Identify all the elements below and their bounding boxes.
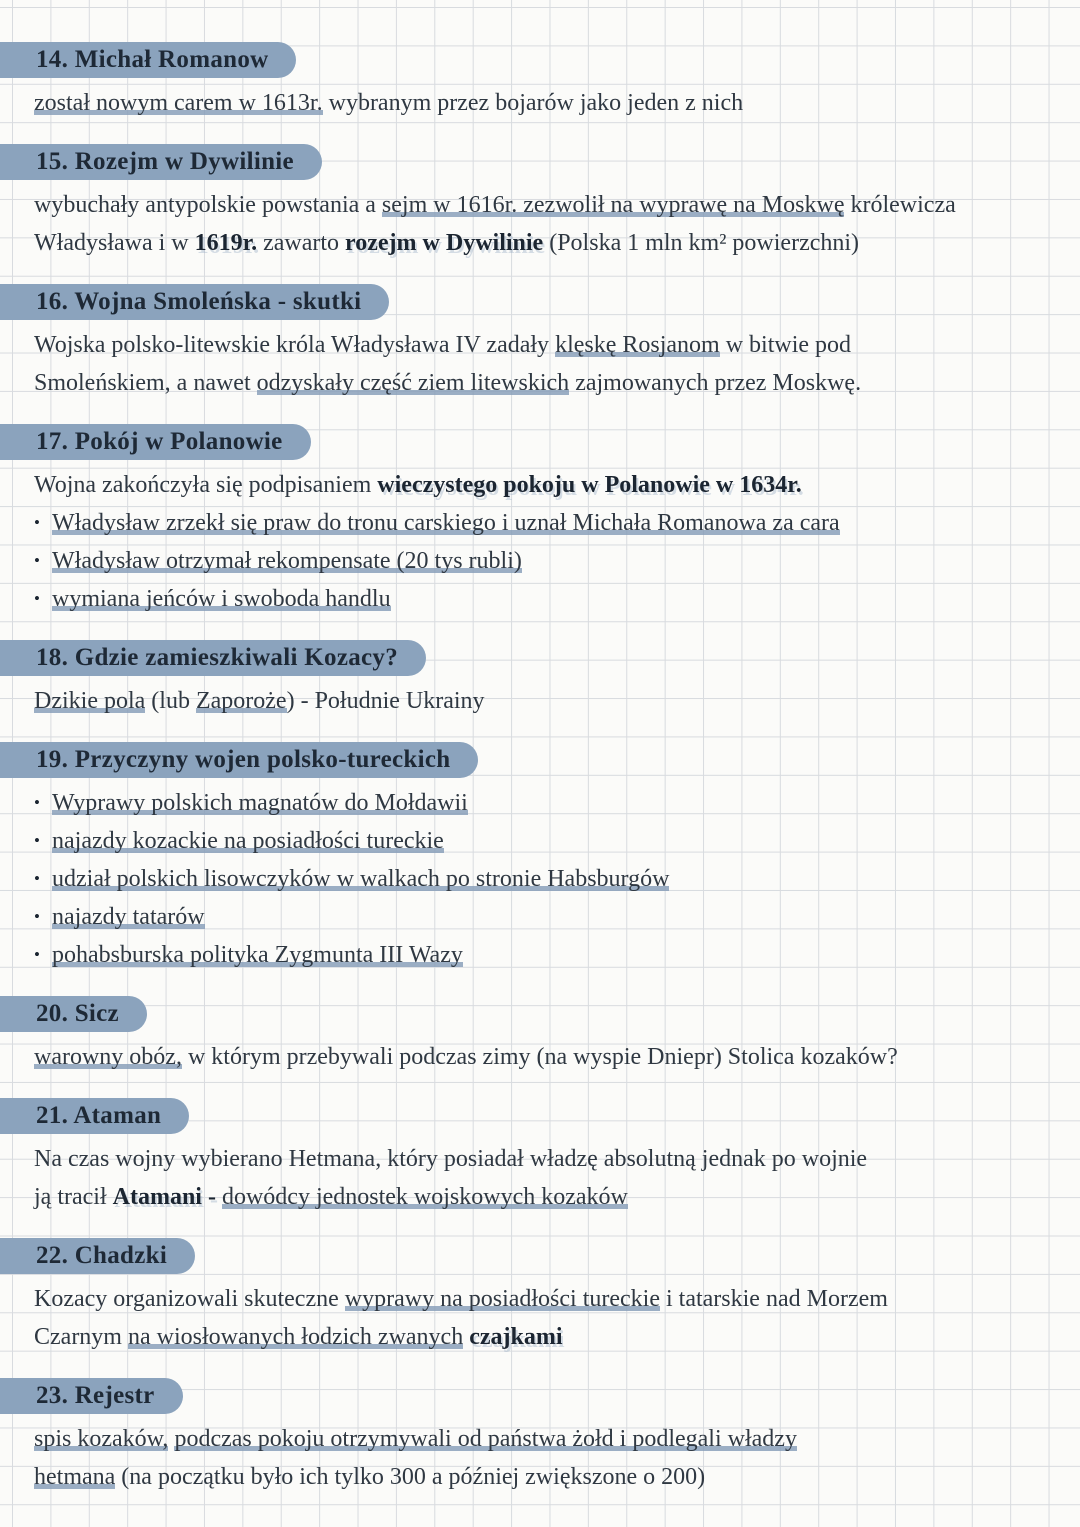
- section-heading: 20. Sicz: [36, 1000, 119, 1027]
- section-heading: 16. Wojna Smoleńska - skutki: [36, 288, 362, 315]
- bullet-icon: •: [34, 551, 40, 570]
- underlined-text: klęskę Rosjanom: [555, 332, 720, 358]
- bold-text: wieczystego pokoju w Polanowie w 1634r.: [377, 472, 802, 498]
- plain-text: Władysława i w: [34, 230, 195, 256]
- underlined-text: najazdy kozackie na posiadłości tureckie: [52, 828, 444, 854]
- text-line: [0, 1458, 1080, 1496]
- note-section: [0, 640, 1080, 720]
- underlined-text: Władysław zrzekł się praw do tronu carskiego i uznał Michała Romanowa za cara: [52, 510, 840, 536]
- plain-text: Smoleńskiem, a nawet: [34, 370, 257, 396]
- bold-text: Atamani -: [112, 1184, 216, 1210]
- bullet-icon: •: [34, 869, 40, 888]
- section-heading-highlight: [0, 1098, 189, 1134]
- plain-text: Kozacy organizowali skuteczne: [34, 1286, 345, 1312]
- plain-text: (na początku było ich tylko 300 a później zwiększone o 200): [115, 1464, 706, 1490]
- note-section: [0, 1098, 1080, 1216]
- note-section: [0, 1238, 1080, 1356]
- bold-text: czajkami: [469, 1324, 563, 1350]
- plain-text: Czarnym: [34, 1324, 128, 1350]
- note-section: [0, 144, 1080, 262]
- underlined-text: podczas pokoju otrzymywali od państwa żołd i podlegali władzy: [174, 1426, 797, 1452]
- underlined-text: Wyprawy polskich magnatów do Mołdawii: [52, 790, 468, 816]
- plain-text: królewicza: [844, 192, 956, 218]
- plain-text: zajmowanych przez Moskwę.: [569, 370, 862, 396]
- underlined-text: udział polskich lisowczyków w walkach po stronie Habsburgów: [52, 866, 670, 892]
- section-heading-highlight: [0, 742, 478, 778]
- text-line: [0, 224, 1080, 262]
- bold-text: 1619r.: [194, 230, 258, 256]
- text-line: [0, 1318, 1080, 1356]
- underlined-text: sejm w 1616r. zezwolił na wyprawę na Moskwę: [381, 192, 845, 218]
- text-line: [0, 186, 1080, 224]
- section-heading: 22. Chadzki: [36, 1242, 168, 1269]
- bullet-line: [0, 504, 1080, 542]
- section-heading-highlight: [0, 284, 389, 320]
- plain-text: wybuchały antypolskie powstania a: [34, 192, 382, 218]
- section-heading: 19. Przyczyny wojen polsko-tureckich: [36, 746, 451, 773]
- note-section: [0, 742, 1080, 974]
- plain-text: w bitwie pod: [719, 332, 852, 358]
- underlined-text: hetmana: [34, 1464, 116, 1490]
- underlined-text: odzyskały część ziem litewskich: [256, 370, 570, 396]
- underlined-text: wyprawy na posiadłości tureckie: [344, 1286, 660, 1312]
- text-line: [0, 364, 1080, 402]
- section-heading-highlight: [0, 1378, 183, 1414]
- note-section: [0, 42, 1080, 122]
- underlined-text: dowódcy jednostek wojskowych kozaków: [221, 1184, 628, 1210]
- note-section: [0, 1378, 1080, 1496]
- bullet-line: [0, 860, 1080, 898]
- bullet-line: [0, 936, 1080, 974]
- underlined-text: Władysław otrzymał rekompensate (20 tys rubli): [52, 548, 522, 574]
- bullet-icon: •: [34, 793, 40, 812]
- bullet-icon: •: [34, 513, 40, 532]
- underlined-text: spis kozaków,: [34, 1426, 169, 1452]
- bullet-line: [0, 580, 1080, 618]
- text-line: [0, 326, 1080, 364]
- plain-text: i tatarskie nad Morzem: [660, 1286, 888, 1312]
- plain-text: Wojna zakończyła się podpisaniem: [34, 472, 378, 498]
- section-heading: 14. Michał Romanow: [36, 46, 269, 73]
- bullet-icon: •: [34, 945, 40, 964]
- underlined-text: Zaporoże: [195, 688, 287, 714]
- note-section: [0, 996, 1080, 1076]
- bullet-line: [0, 898, 1080, 936]
- text-line: [0, 682, 1080, 720]
- plain-text: w którym przebywali podczas zimy (na wyspie Dniepr) Stolica kozaków?: [181, 1044, 898, 1070]
- section-heading-highlight: [0, 424, 311, 460]
- plain-text: (Polska 1 mln km² powierzchni): [543, 230, 860, 256]
- plain-text: (lub: [145, 688, 196, 714]
- bullet-icon: •: [34, 589, 40, 608]
- bullet-line: [0, 822, 1080, 860]
- bullet-line: [0, 542, 1080, 580]
- section-heading: 23. Rejestr: [36, 1382, 155, 1409]
- plain-text: ) - Południe Ukrainy: [286, 688, 485, 714]
- section-heading-highlight: [0, 996, 147, 1032]
- plain-text: Wojska polsko-litewskie króla Władysława IV zadały: [34, 332, 556, 358]
- plain-text: ją tracił: [34, 1184, 113, 1210]
- section-heading: 15. Rozejm w Dywilinie: [36, 148, 294, 175]
- section-heading: 17. Pokój w Polanowie: [36, 428, 283, 455]
- section-heading-highlight: [0, 640, 426, 676]
- underlined-text: wymiana jeńców i swoboda handlu: [52, 586, 391, 612]
- bold-text: rozejm w Dywilinie: [345, 230, 544, 256]
- plain-text: Na czas wojny wybierano Hetmana, który posiadał władzę absolutną jednak po wojnie: [34, 1146, 868, 1172]
- text-line: [0, 1178, 1080, 1216]
- bullet-line: [0, 784, 1080, 822]
- text-line: [0, 1140, 1080, 1178]
- underlined-text: został nowym carem w 1613r.: [34, 90, 323, 116]
- note-section: [0, 284, 1080, 402]
- plain-text: zawarto: [257, 230, 346, 256]
- underlined-text: Dzikie pola: [34, 688, 146, 714]
- section-heading: 18. Gdzie zamieszkiwali Kozacy?: [36, 644, 399, 671]
- text-line: [0, 1038, 1080, 1076]
- section-heading: 21. Ataman: [36, 1102, 162, 1129]
- underlined-text: pohabsburska polityka Zygmunta III Wazy: [52, 942, 463, 968]
- text-line: [0, 466, 1080, 504]
- section-heading-highlight: [0, 42, 296, 78]
- bullet-icon: •: [34, 907, 40, 926]
- underlined-text: warowny obóz,: [34, 1044, 182, 1070]
- text-line: [0, 1420, 1080, 1458]
- underlined-text: na wiosłowanych łodzich zwanych: [127, 1324, 464, 1350]
- note-section: [0, 424, 1080, 618]
- section-heading-highlight: [0, 144, 322, 180]
- underlined-text: najazdy tatarów: [52, 904, 205, 930]
- text-line: [0, 84, 1080, 122]
- bullet-icon: •: [34, 831, 40, 850]
- text-line: [0, 1280, 1080, 1318]
- plain-text: wybranym przez bojarów jako jeden z nich: [322, 90, 744, 116]
- section-heading-highlight: [0, 1238, 195, 1274]
